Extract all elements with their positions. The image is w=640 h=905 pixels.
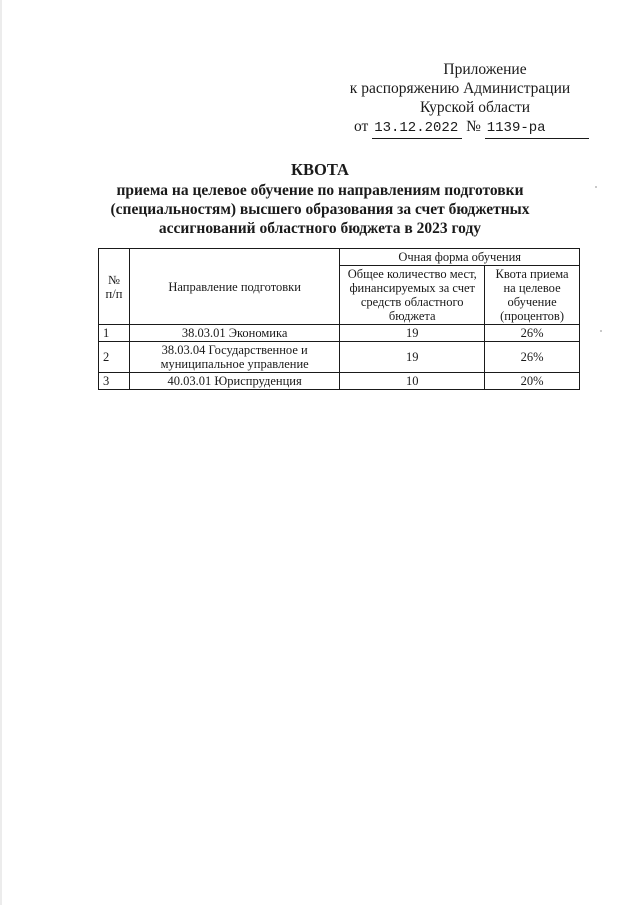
row-quota: 20% <box>485 373 580 390</box>
row-direction: 40.03.01 Юриспруденция <box>129 373 339 390</box>
order-number: 1139-ра <box>485 119 589 139</box>
header-direction: Направление подготовки <box>129 249 339 325</box>
table-row <box>99 342 580 373</box>
row-quota: 26% <box>485 325 580 342</box>
header-quota: Квота приема на целевое обучение (процентов) <box>485 266 580 325</box>
annex-order-ref: к распоряжению Администрации <box>349 80 571 97</box>
quota-table <box>98 248 580 390</box>
row-places: 10 <box>340 373 485 390</box>
header-study-form: Очная форма обучения <box>340 249 580 266</box>
order-date: 13.12.2022 <box>372 119 462 139</box>
row-places: 19 <box>340 325 485 342</box>
row-num: 3 <box>99 373 130 390</box>
row-quota: 26% <box>485 342 580 373</box>
header-num: № п/п <box>99 249 130 325</box>
title-line-2: (специальностям) высшего образования за счет бюджетных <box>110 201 530 218</box>
title-main: КВОТА <box>291 160 349 179</box>
page-edge <box>0 0 2 905</box>
table-header-row <box>99 249 580 266</box>
annex-date-line <box>340 117 580 139</box>
document-title <box>90 160 550 238</box>
header-places: Общее количество мест, финансируемых за счет средств областного бюджета <box>340 266 485 325</box>
date-prefix: от <box>354 118 369 135</box>
scan-speck <box>595 186 597 188</box>
title-line-1: приема на целевое обучение по направлениям подготовки <box>116 182 524 199</box>
table-row <box>99 373 580 390</box>
row-num: 2 <box>99 342 130 373</box>
row-num: 1 <box>99 325 130 342</box>
scan-speck <box>600 330 602 332</box>
annex-region: Курской области <box>419 99 531 116</box>
annex-header <box>340 60 580 139</box>
row-direction: 38.03.04 Государственное и муниципальное управление <box>129 342 339 373</box>
row-direction: 38.03.01 Экономика <box>129 325 339 342</box>
title-line-3: ассигнований областного бюджета в 2023 году <box>158 220 482 237</box>
annex-title: Приложение <box>443 61 527 78</box>
table-row <box>99 325 580 342</box>
number-sign: № <box>466 118 481 135</box>
row-places: 19 <box>340 342 485 373</box>
